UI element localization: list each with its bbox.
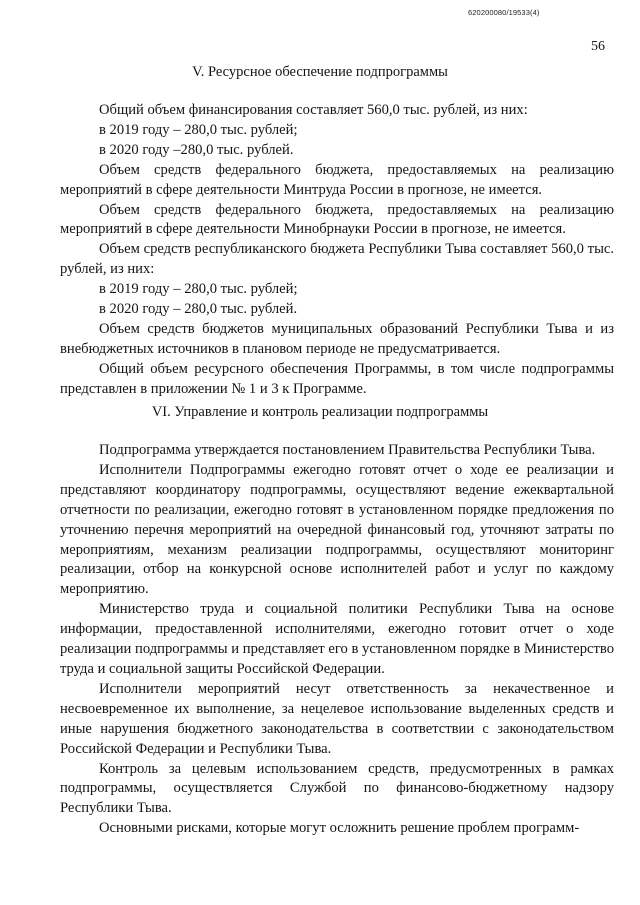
paragraph: Общий объем финансирования составляет 560,0 тыс. рублей, из них: [99,102,528,118]
paragraph: Министерство труда и социальной политики Республики Тыва на основе информации, предоставленной исполнителями, ежегодно готовит отчет о ходе реализации подпрограммы и представляет его в установленном порядке в Министерство труда и социальной защиты Российской Федерации. [60,601,614,677]
page-number: 56 [591,39,605,54]
paragraph: в 2019 году – 280,0 тыс. рублей; [99,121,298,138]
paragraph: Исполнители Подпрограммы ежегодно готовят отчет о ходе ее реализации и представляют координатору подпрограммы, осуществляют ведение ежеквартальной отчетности по реализации, ежегодно готовят в установленном порядке предложения по уточнению перечня мероприятий на очередной финансовый год, уточняют затраты по мероприятиям, механизм реализации подпрограммы, осуществляют мониторинг реализации, отбор на конкурсной основе исполнителей работ и услуг по каждому мероприятию. [60,461,614,598]
section-6-title: VI. Управление и контроль реализации подпрограммы [151,404,489,420]
paragraph: в 2019 году – 280,0 тыс. рублей; [99,281,298,298]
paragraph: Контроль за целевым использованием средств, предусмотренных в рамках подпрограммы, осуществляется Службой по финансово-бюджетному надзору Республики Тыва. [60,760,614,817]
document-code: 620200080/19533(4) [468,8,540,17]
paragraph: Подпрограмма утверждается постановлением Правительства Республики Тыва. [99,442,596,458]
paragraph: Объем средств республиканского бюджета Республики Тыва составляет 560,0 тыс. рублей, из них: [60,241,614,278]
paragraph: Исполнители мероприятий несут ответственность за некачественное и несвоевременное их выполнение, за нецелевое использование выделенных средств и иные нарушения бюджетного законодательства в соответствии с законодательством Российской Федерации и Республики Тыва. [60,680,614,757]
paragraph: Объем средств федерального бюджета, предоставляемых на реализацию мероприятий в сфере деятельности Минтруда России в прогнозе, не имеется. [60,161,614,198]
section-5-body [60,101,614,400]
section-6-body [60,441,614,839]
section-5-title: V. Ресурсное обеспечение подпрограммы [192,64,448,80]
paragraph: Основными рисками, которые могут осложнить решение проблем программ- [99,820,580,837]
paragraph: в 2020 году –280,0 тыс. рублей. [99,141,294,158]
paragraph: Объем средств бюджетов муниципальных образований Республики Тыва и из внебюджетных источников в плановом периоде не предусматривается. [60,320,614,357]
paragraph: в 2020 году – 280,0 тыс. рублей. [99,301,298,318]
paragraph: Объем средств федерального бюджета, предоставляемых на реализацию мероприятий в сфере деятельности Минобрнауки России в прогнозе, не имеется. [60,201,614,238]
paragraph: Общий объем ресурсного обеспечения Программы, в том числе подпрограммы представлен в приложении № 1 и 3 к Программе. [60,360,614,397]
